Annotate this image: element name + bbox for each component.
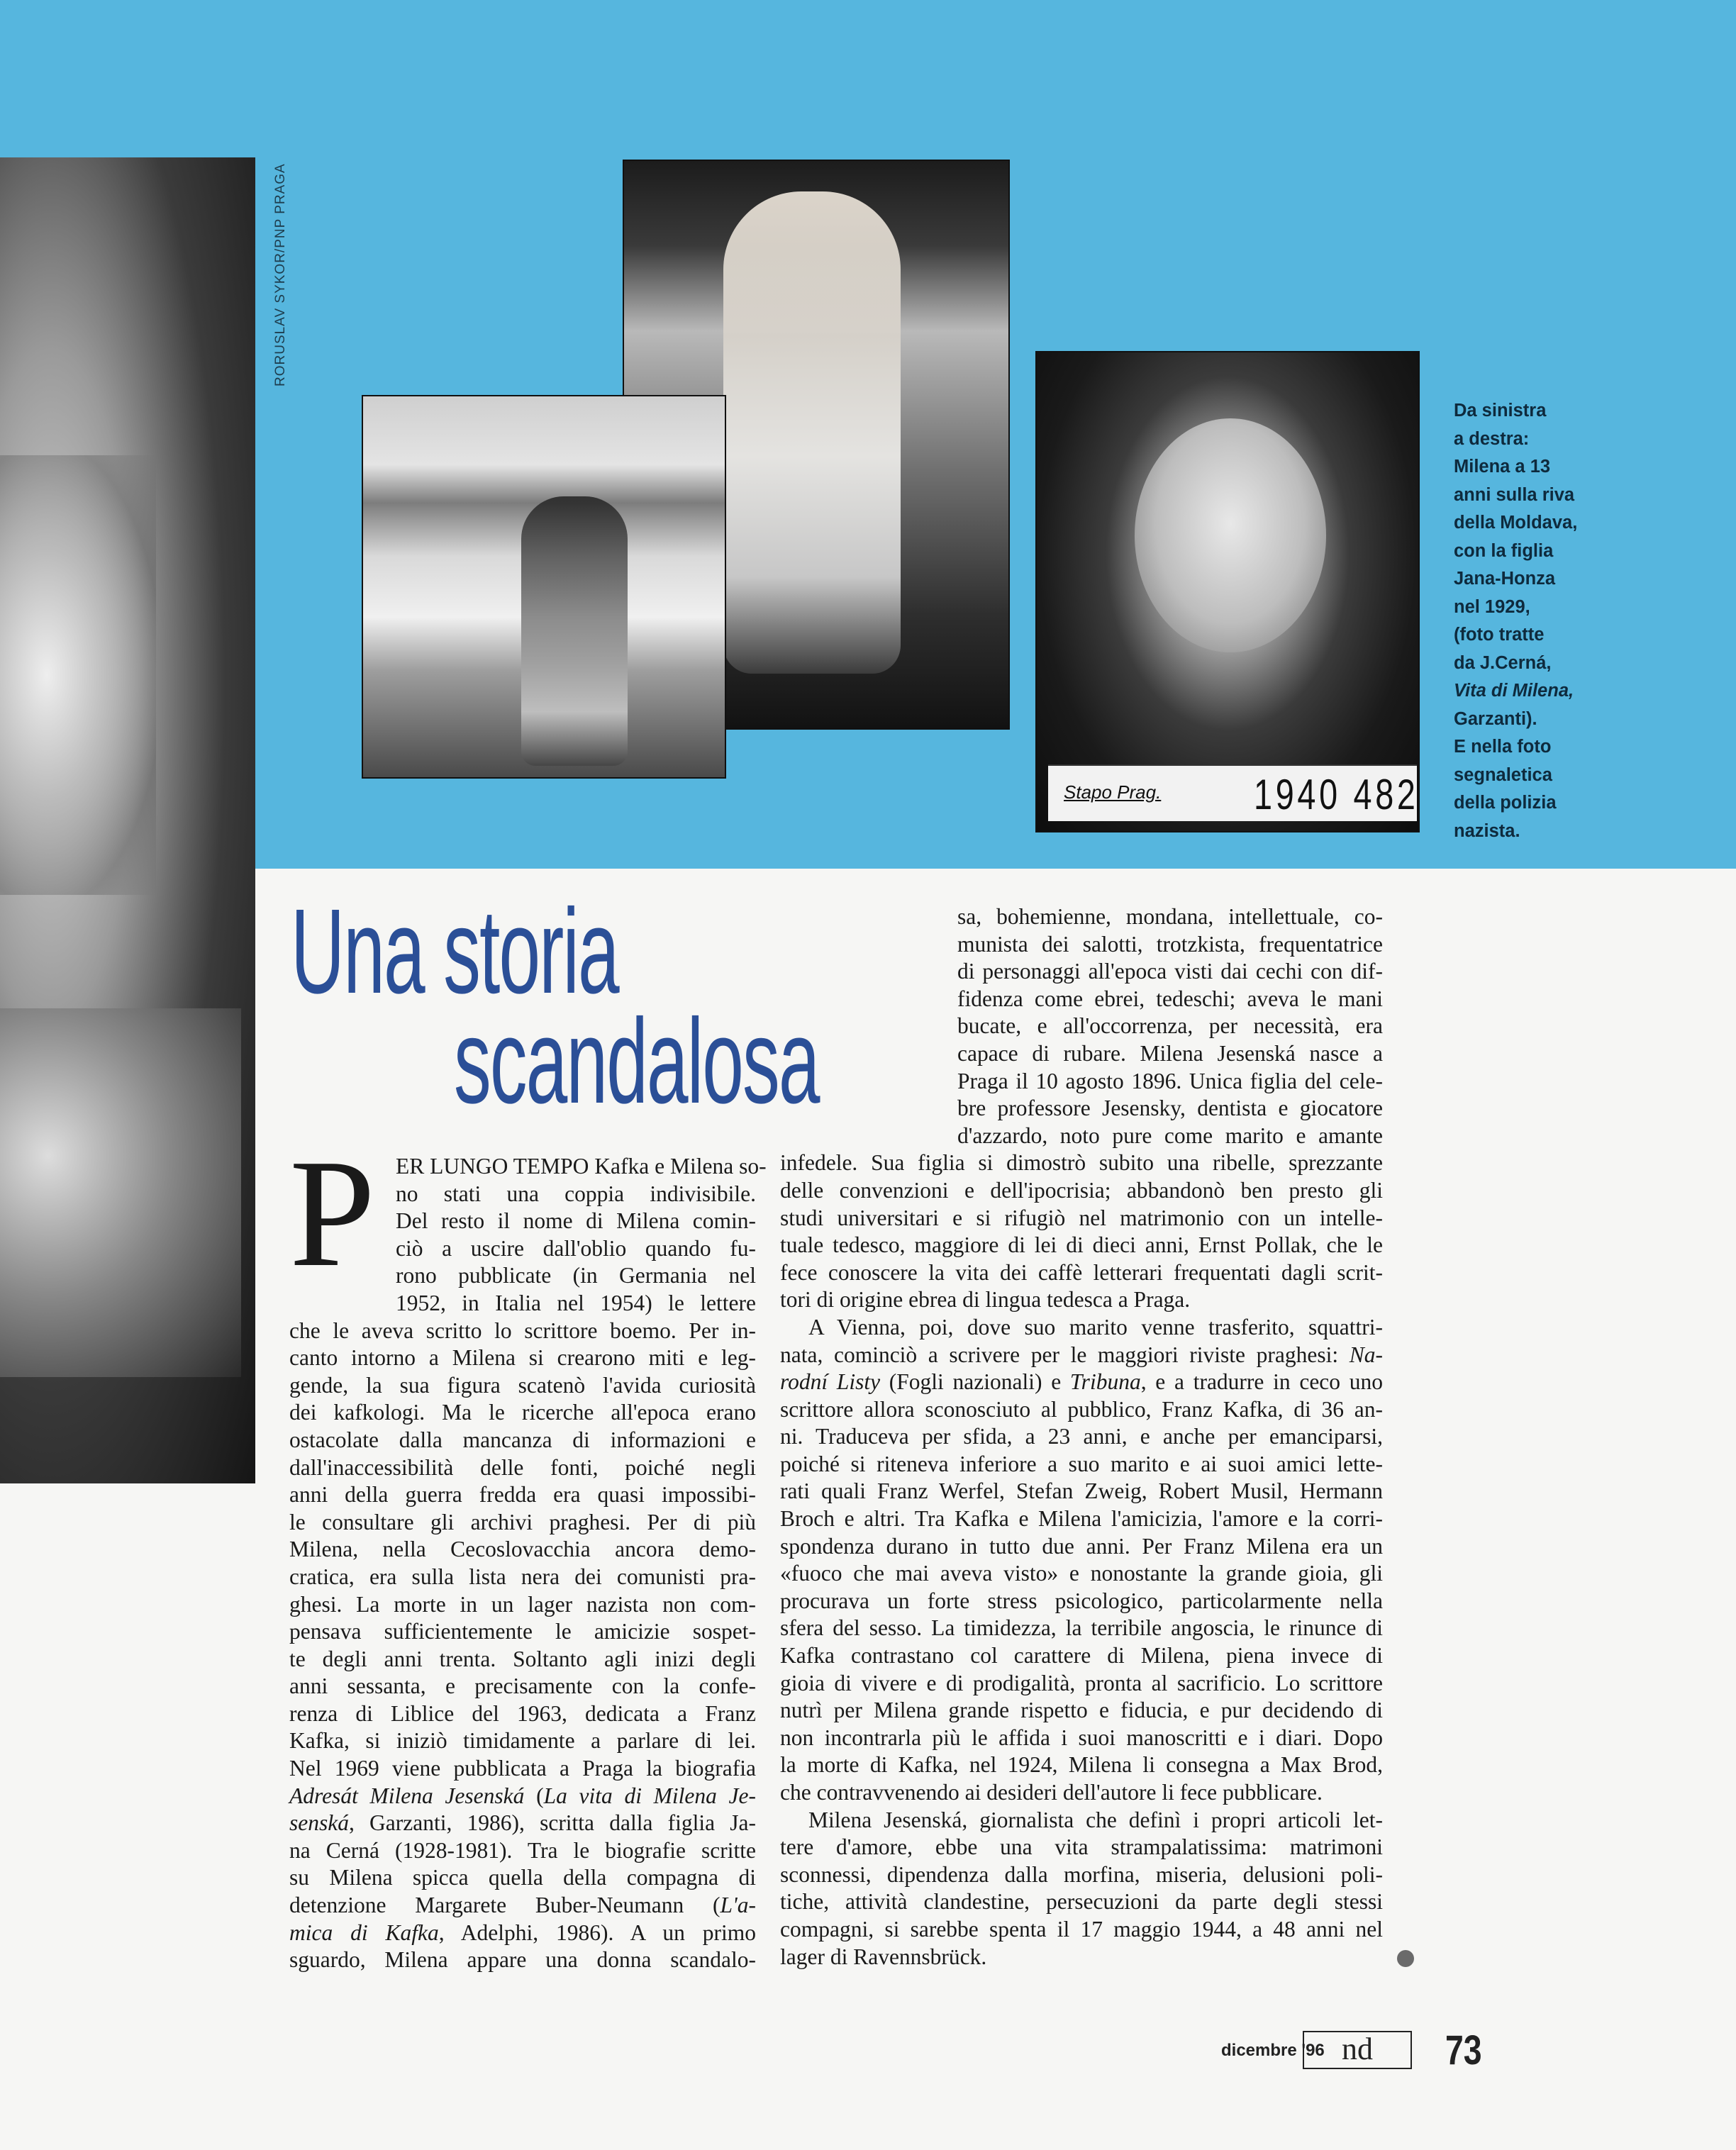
- photo-mother-figure: [723, 191, 901, 674]
- article-line: dei kafkologi. Ma le ricerche all'epoca erano: [289, 1400, 756, 1425]
- photo-river-figure: [521, 496, 628, 766]
- article-line: [289, 1783, 756, 1810]
- caption-line: Garzanti).: [1454, 708, 1537, 729]
- photo-mugshot-face: [1135, 418, 1326, 652]
- magazine-title: Tribuna: [1069, 1369, 1141, 1395]
- article-line: 1952, in Italia nel 1954) le lettere: [396, 1290, 756, 1315]
- article-line: delle convenzioni e dell'ipocrisia; abbandonò ben presto gli: [780, 1177, 1383, 1203]
- book-title: L'a-: [720, 1893, 756, 1918]
- title-line-1: Una storia: [291, 884, 618, 1019]
- caption-line: E nella foto: [1454, 737, 1552, 757]
- article-line: procurava un forte stress psicologico, particolarmente nella: [780, 1588, 1383, 1613]
- article-line: na Cerná (1928-1981). Tra le biografie scritte: [289, 1837, 756, 1863]
- article-line: lager di Ravennsbrück.: [780, 1944, 987, 1969]
- article-line: [289, 1920, 756, 1947]
- article-line: che contravvenendo ai desideri dell'autore li fece pubblicare.: [780, 1780, 1323, 1805]
- article-line: infedele. Sua figlia si dimostrò subito una ribelle, sprezzante: [780, 1150, 1383, 1176]
- caption-line: Vita di Milena,: [1454, 681, 1574, 701]
- article-line: capace di rubare. Milena Jesenská nasce a: [957, 1040, 1383, 1066]
- article-line: sfera del sesso. La timidezza, la terribile angoscia, le rinunce di: [780, 1615, 1383, 1641]
- caption-line: della Moldava,: [1454, 513, 1578, 533]
- article-line: Praga il 10 agosto 1896. Unica figlia del cele-: [957, 1068, 1383, 1093]
- article-line: gioia di vivere e di prodigalità, pronta al sacrificio. Lo scrittore: [780, 1670, 1383, 1695]
- text-fragment: , e a tradurre in ceco uno: [1140, 1369, 1383, 1395]
- caption-line: da J.Cerná,: [1454, 652, 1552, 673]
- article-line: compagni, si sarebbe spenta il 17 maggio 1944, a 48 anni nel: [780, 1916, 1383, 1942]
- magazine-title: rodní Listy: [780, 1369, 881, 1395]
- article-line: d'azzardo, noto pure come marito e amante: [957, 1123, 1383, 1148]
- article-line: su Milena spicca quella della compagna di: [289, 1865, 756, 1890]
- portrait-hair-highlight: [0, 455, 156, 895]
- footer-date: dicembre '96: [1221, 2041, 1325, 2060]
- article-line: fece conoscere la vita dei caffè letterari frequentati dagli scrit-: [780, 1259, 1383, 1285]
- magazine-logo: nd: [1303, 2031, 1412, 2069]
- article-line: Broch e altri. Tra Kafka e Milena l'amicizia, l'amore e la corri-: [780, 1506, 1383, 1532]
- text-fragment: detenzione Margarete Buber-Neumann (: [289, 1893, 720, 1918]
- article-line: gende, la sua figura scatenò l'avida curiosità: [289, 1372, 756, 1398]
- photo-credit: RORUSLAV SYKOR/PNP PRAGA: [273, 163, 288, 386]
- article-line: tuale tedesco, maggiore di lei di dieci anni, Ernst Pollak, che le: [780, 1232, 1383, 1258]
- caption-line: con la figlia: [1454, 540, 1554, 561]
- portrait-photo-cropped: [0, 157, 255, 1483]
- book-title: senská: [289, 1810, 349, 1836]
- caption-line: segnaletica: [1454, 764, 1552, 785]
- article-line: di personaggi all'epoca visti dai cechi con dif-: [957, 959, 1383, 984]
- caption-line: Milena a 13: [1454, 457, 1551, 477]
- article-line: te degli anni trenta. Soltanto agli inizi degli: [289, 1646, 756, 1671]
- article-line: canto intorno a Milena si crearono miti e leg-: [289, 1345, 756, 1371]
- article-line: dall'inaccessibilità delle fonti, poiché negli: [289, 1454, 756, 1480]
- caption-line: nel 1929,: [1454, 596, 1530, 617]
- mugshot-plate: [1048, 764, 1417, 821]
- photo-caption: [1454, 397, 1624, 845]
- article-line: «fuoco che mai aveva visto» e nonostante la grande gioia, gli: [780, 1561, 1383, 1586]
- caption-line: anni sulla riva: [1454, 484, 1575, 505]
- article-line: [289, 1892, 756, 1920]
- mugshot-plate-left: Stapo Prag.: [1064, 781, 1162, 803]
- end-mark: [1397, 1950, 1414, 1967]
- article-line: rono pubblicate (in Germania nel: [396, 1263, 756, 1288]
- lead-in-rest: Kafka e Milena so-: [589, 1154, 767, 1179]
- drop-cap: P: [289, 1128, 376, 1299]
- article-line: [780, 1342, 1383, 1369]
- caption-line: Da sinistra: [1454, 401, 1547, 420]
- article-line: sa, bohemienne, mondana, intellettuale, co-: [957, 904, 1383, 929]
- article-line: ni. Traduceva per sfida, a 23 anni, e anche per emanciparsi,: [780, 1424, 1383, 1449]
- text-fragment: (Fogli nazionali) e: [880, 1369, 1070, 1395]
- article-line: [289, 1810, 756, 1837]
- article-line: studi universitari e si rifugiò nel matrimonio con un intelle-: [780, 1205, 1383, 1230]
- caption-line: Jana-Honza: [1454, 569, 1556, 589]
- article-line: Kafka, si iniziò timidamente a parlare di lei.: [289, 1728, 756, 1754]
- article-line: le consultare gli archivi praghesi. Per di più: [289, 1509, 756, 1534]
- text-fragment: , Garzanti, 1986), scritta dalla figlia Ja-: [348, 1810, 756, 1836]
- article-line: non incontrarla più le affida i suoi manoscritti e i diari. Dopo: [780, 1725, 1383, 1750]
- caption-line: nazista.: [1454, 820, 1520, 841]
- article-line: pensava sufficientemente le amicizie sospet-: [289, 1619, 756, 1644]
- mugshot-plate-number: 1940 482: [1254, 771, 1419, 818]
- title-line-2: scandalosa: [454, 994, 819, 1129]
- article-line: poiché si riteneva inferiore a suo marito e ai suoi amici lette-: [780, 1451, 1383, 1476]
- article-line: ciò a uscire dall'oblio quando fu-: [396, 1235, 756, 1261]
- page-number: 73: [1445, 2027, 1482, 2073]
- article-line: no stati una coppia indivisibile.: [396, 1181, 756, 1206]
- article-line: bucate, e all'occorrenza, per necessità, era: [957, 1013, 1383, 1039]
- lead-in-smallcaps: ER LUNGO TEMPO: [396, 1154, 589, 1179]
- text-fragment: , Adelphi, 1986). A un primo: [438, 1920, 756, 1945]
- article-line: spondenza durano in tutto due anni. Per Franz Milena era un: [780, 1533, 1383, 1559]
- article-line: che le aveva scritto lo scrittore boemo. Per in-: [289, 1318, 756, 1343]
- article-line: ghesi. La morte in un lager nazista non com-: [289, 1591, 756, 1617]
- book-title: Adresát Milena Jesenská: [289, 1783, 525, 1808]
- portrait-face-highlight: [0, 1008, 241, 1377]
- article-line: fidenza come ebrei, tedeschi; aveva le mani: [957, 986, 1383, 1011]
- article-line: anni della guerra fredda era quasi impossibi-: [289, 1482, 756, 1508]
- article-line: cratica, era sulla lista nera dei comunisti pra-: [289, 1564, 756, 1589]
- article-line: Milena Jesenská, giornalista che definì i propri articoli let-: [808, 1807, 1383, 1832]
- book-title: mica di Kafka: [289, 1920, 439, 1945]
- text-fragment: (: [524, 1783, 544, 1808]
- article-line: Kafka contrastano col carattere di Milena, piena invece di: [780, 1643, 1383, 1669]
- caption-line: a destra:: [1454, 428, 1530, 449]
- article-line: la morte di Kafka, nel 1924, Milena li consegna a Max Brod,: [780, 1752, 1383, 1778]
- article-line: anni sessanta, e precisamente con la confe-: [289, 1673, 756, 1699]
- article-line: scrittore allora sconosciuto al pubblico, Franz Kafka, di 36 an-: [780, 1396, 1383, 1422]
- article-line: rati quali Franz Werfel, Stefan Zweig, Robert Musil, Hermann: [780, 1478, 1383, 1504]
- article-line: [289, 1153, 767, 1181]
- article-line: Milena, nella Cecoslovacchia ancora demo-: [289, 1537, 756, 1562]
- article-line: bre professore Jesensky, dentista e giocatore: [957, 1096, 1383, 1121]
- article-line: Nel 1969 viene pubblicata a Praga la biografia: [289, 1756, 756, 1781]
- article-line: Del resto il nome di Milena comin-: [396, 1208, 756, 1234]
- text-fragment: nata, cominciò a scrivere per le maggiori riviste praghesi:: [780, 1342, 1339, 1367]
- article-line: tere d'amore, ebbe una vita strampalatissima: matrimoni: [780, 1834, 1383, 1860]
- article-line: sguardo, Milena appare una donna scandalo-: [289, 1947, 756, 1973]
- book-title: La vita di Milena Je-: [543, 1783, 756, 1808]
- magazine-title: Na-: [1349, 1342, 1384, 1367]
- article-line: nutrì per Milena grande rispetto e fiducia, e pur decidendo di: [780, 1698, 1383, 1723]
- article-line: ostacolate dalla mancanza di informazioni e: [289, 1427, 756, 1452]
- article-line: [780, 1369, 1383, 1396]
- article-line: tori di origine ebrea di lingua tedesca a Praga.: [780, 1287, 1191, 1313]
- article-line: renza di Liblice del 1963, dedicata a Franz: [289, 1700, 756, 1726]
- article-line: tiche, attività clandestine, persecuzioni da parte degli stessi: [780, 1889, 1383, 1915]
- article-column-1: [289, 1153, 767, 1974]
- article-column-2: [780, 903, 1383, 1971]
- caption-line: della polizia: [1454, 793, 1557, 813]
- article-line: munista dei salotti, trotzkista, frequentatrice: [957, 931, 1383, 957]
- article-line: A Vienna, poi, dove suo marito venne trasferito, squattri-: [808, 1314, 1383, 1339]
- caption-line: (foto tratte: [1454, 625, 1545, 645]
- article-line: sconnessi, dipendenza dalla morfina, miseria, delusioni poli-: [780, 1861, 1383, 1887]
